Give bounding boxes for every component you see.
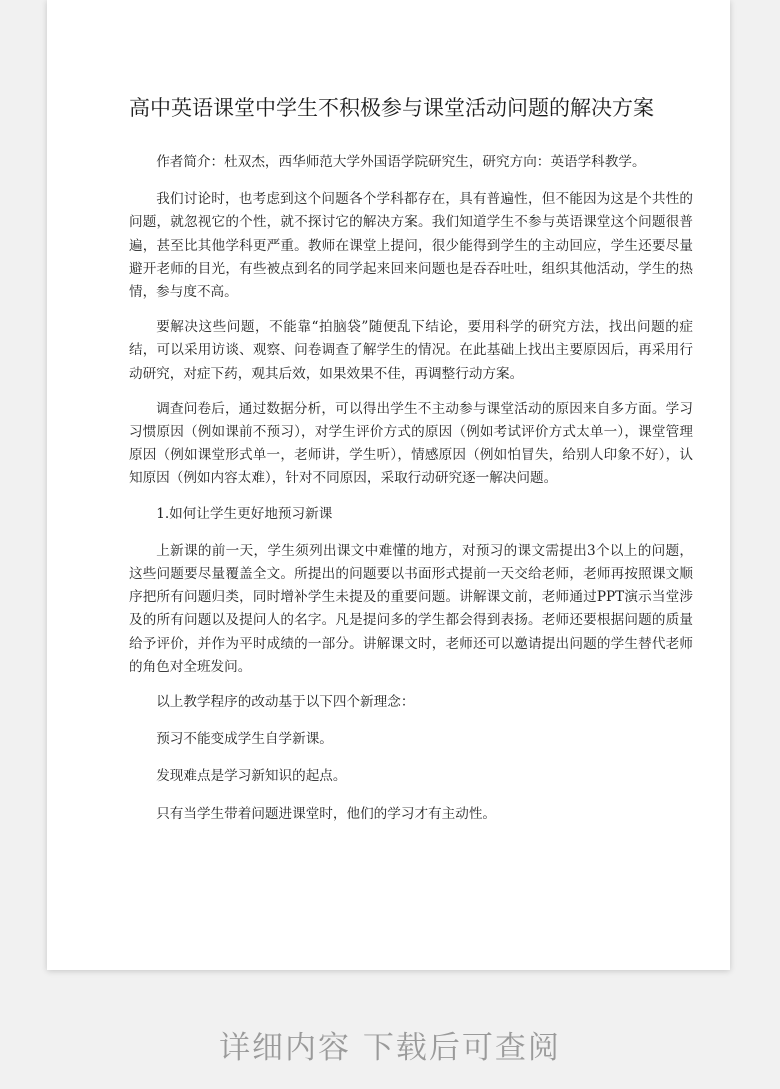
list-item: 预习不能变成学生自学新课。 (156, 731, 333, 748)
download-banner[interactable]: 详细内容 下载后可查阅 (219, 1030, 561, 1066)
author-intro-paragraph: 作者简介：杜双杰，西华师范大学外国语学院研究生，研究方向：英语学科教学。 (156, 154, 646, 170)
body-paragraph: 调查问卷后，通过数据分析，可以得出学生不主动参与课堂活动的原因来自多方面。学习习惯原因（例如课前不预习），对学生评价方式的原因（例如考试评价方式太单一），课堂管理原因（例如课堂形式单一，老师讲，学生听），情感原因（例如怕冒失，给别人印象不好），认知原因（例如内容太难），针对不同原因，采取行动研究逐一解决问题。 (129, 400, 693, 487)
section-heading: 1.如何让学生更好地预习新课 (156, 505, 333, 522)
list-item: 发现难点是学习新知识的起点。 (156, 768, 347, 785)
body-paragraph: 上新课的前一天，学生须列出课文中难懂的地方，对预习的课文需提出3个以上的问题，这些问题要尽量覆盖全文。所提出的问题要以书面形式提前一天交给老师，老师再按照课文顺序把所有问题归类，同时增补学生未提及的重要问题。讲解课文前，老师通过PPT演示当堂涉及的所有问题以及提问人的名字。凡是提问多的学生都会得到表扬。老师还要根据问题的质量给予评价，并作为平时成绩的一部分。讲解课文时，老师还可以邀请提出问题的学生替代老师的角色对全班发问。 (129, 542, 693, 675)
document-title: 高中英语课堂中学生不积极参与课堂活动问题的解决方案 (129, 96, 654, 120)
body-paragraph: 要解决这些问题，不能靠“拍脑袋”随便乱下结论，要用科学的研究方法，找出问题的症结，可以采用访谈、观察、问卷调查了解学生的情况。在此基础上找出主要原因后，再采用行动研究，对症下药，观其后效，如果效果不佳，再调整行动方案。 (129, 319, 693, 382)
body-paragraph: 我们讨论时，也考虑到这个问题各个学科都存在，具有普遍性，但不能因为这是个共性的问题，就忽视它的个性，就不探讨它的解决方案。我们知道学生不参与英语课堂这个问题很普遍，甚至比其他学科更严重。教师在课堂上提问，很少能得到学生的主动回应，学生还要尽量避开老师的目光，有些被点到名的同学起来回来问题也是吞吞吐吐，组织其他活动，学生的热情，参与度不高。 (129, 191, 693, 301)
body-paragraph: 以上教学程序的改动基于以下四个新理念： (156, 694, 415, 711)
document-page (47, 0, 730, 970)
document-body (129, 92, 693, 840)
list-item: 只有当学生带着问题进课堂时，他们的学习才有主动性。 (156, 805, 497, 822)
